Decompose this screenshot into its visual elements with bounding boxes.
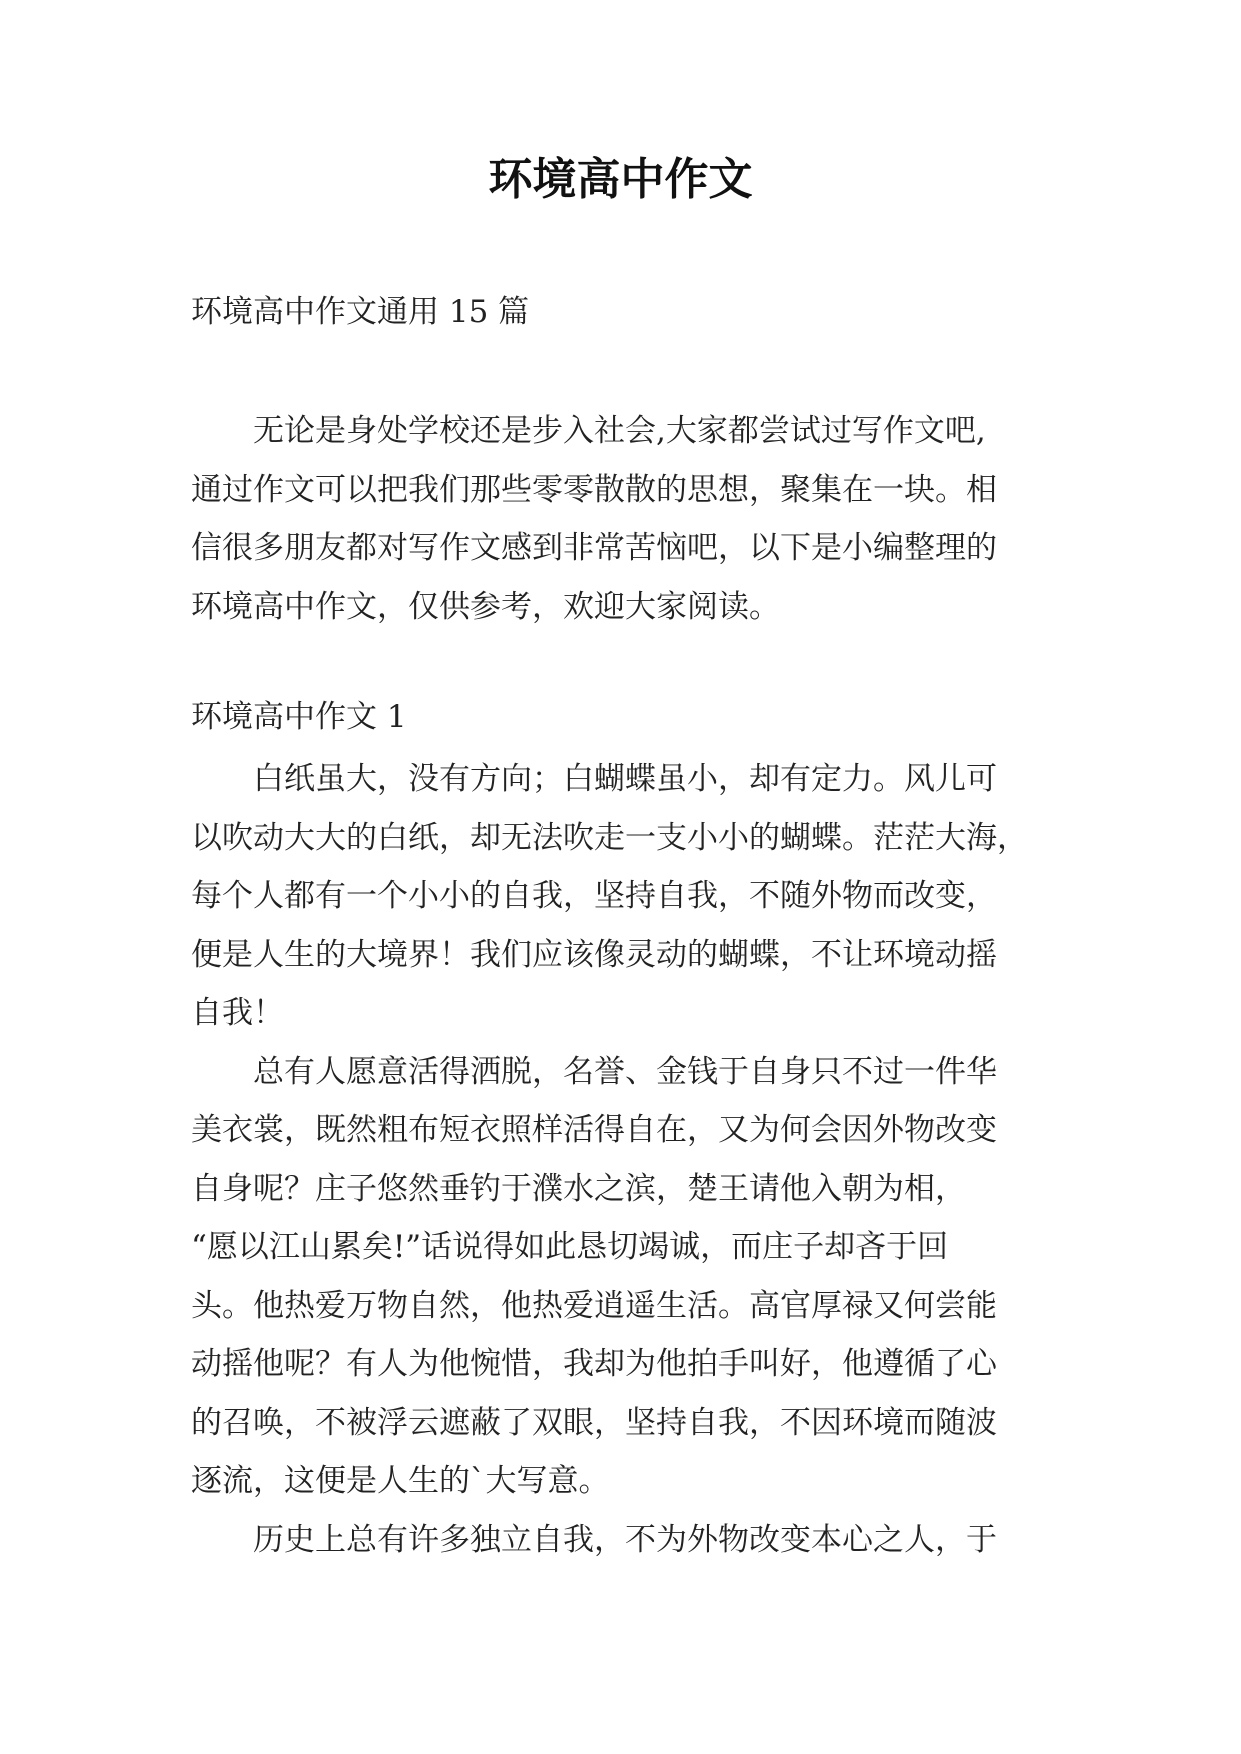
essay-line: 逐流，这便是人生的`大写意。 — [191, 1463, 610, 1499]
essay-line: 便是人生的大境界！我们应该像灵动的蝴蝶，不让环境动摇 — [191, 936, 997, 973]
essay-line: 以吹动大大的白纸，却无法吹走一支小小的蝴蝶。茫茫大海， — [191, 819, 1028, 856]
section-heading: 环境高中作文 1 — [191, 699, 407, 735]
document-subtitle: 环境高中作文通用 15 篇 — [191, 294, 530, 330]
intro-line: 信很多朋友都对写作文感到非常苦恼吧，以下是小编整理的 — [191, 530, 997, 566]
essay-line: 白纸虽大，没有方向；白蝴蝶虽小，却有定力。风儿可 — [191, 761, 997, 797]
document-title: 环境高中作文 — [488, 154, 753, 205]
intro-line: 无论是身处学校还是步入社会,大家都尝试过写作文吧, — [191, 413, 986, 449]
essay-line: 的召唤，不被浮云遮蔽了双眼，坚持自我，不因环境而随波 — [191, 1404, 997, 1441]
intro-line: 环境高中作文，仅供参考，欢迎大家阅读。 — [191, 588, 780, 625]
essay-line: 自身呢？庄子悠然垂钓于濮水之滨，楚王请他入朝为相， — [191, 1170, 966, 1207]
essay-line: 美衣裳，既然粗布短衣照样活得自在，又为何会因外物改变 — [191, 1112, 997, 1148]
intro-line: 通过作文可以把我们那些零零散散的思想，聚集在一块。相 — [191, 471, 997, 508]
intro-paragraph — [191, 402, 1051, 636]
essay-line: 历史上总有许多独立自我，不为外物改变本心之人，于 — [191, 1521, 997, 1558]
essay-line: 总有人愿意活得洒脱，名誉、金钱于自身只不过一件华 — [191, 1053, 997, 1090]
essay-line: 每个人都有一个小小的自我，坚持自我，不随外物而改变， — [191, 878, 997, 914]
essay-line: 自我！ — [191, 995, 284, 1031]
essay-line: 动摇他呢？有人为他惋惜，我却为他拍手叫好，他遵循了心 — [191, 1346, 997, 1382]
essay-body — [191, 750, 1051, 1569]
essay-line: 头。他热爱万物自然，他热爱逍遥生活。高官厚禄又何尝能 — [191, 1287, 997, 1324]
essay-line: “愿以江山累矣!”话说得如此恳切竭诚，而庄子却吝于回 — [191, 1229, 949, 1265]
